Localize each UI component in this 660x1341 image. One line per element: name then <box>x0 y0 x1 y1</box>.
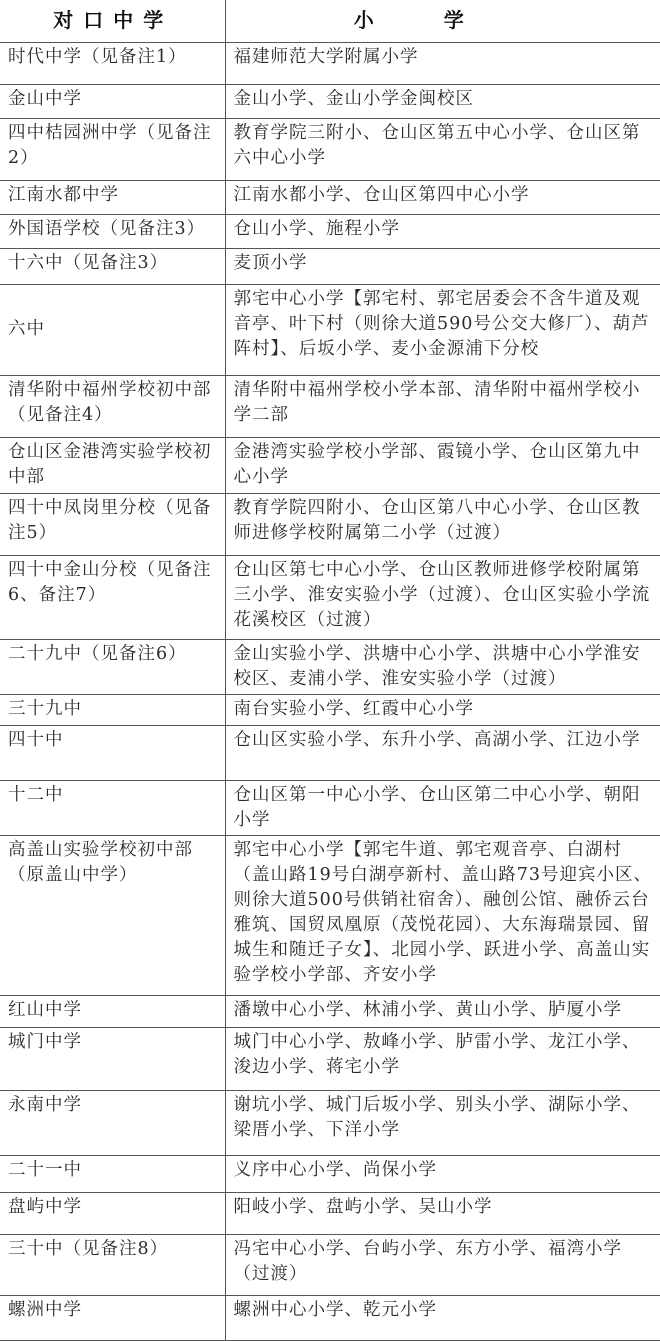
primary-schools-cell: 谢坑小学、城门后坂小学、别头小学、湖际小学、梁厝小学、下洋小学 <box>225 1090 660 1155</box>
primary-schools-cell: 清华附中福州学校小学本部、清华附中福州学校小学二部 <box>225 375 660 437</box>
table-row <box>0 180 660 214</box>
table-row <box>0 1155 660 1192</box>
table-row <box>0 493 660 555</box>
table-row <box>0 639 660 694</box>
primary-schools-cell: 郭宅中心小学【郭宅牛道、郭宅观音亭、白湖村（盖山路19号白湖亭新村、盖山路73号迎宾小区、则徐大道500号供销社宿舍）、融创公馆、融侨云台雅筑、国贸凤凰原（茂悦花园）、大东海瑞景园、留城生和随迁子女】、北园小学、跃进小学、高盖山实验学校小学部、齐安小学 <box>225 835 660 995</box>
table-row <box>0 1090 660 1155</box>
middle-school-cell: 金山中学 <box>0 84 225 118</box>
primary-schools-cell: 阳岐小学、盘屿小学、吴山小学 <box>225 1192 660 1234</box>
primary-schools-cell: 仓山小学、施程小学 <box>225 214 660 248</box>
table-row <box>0 214 660 248</box>
middle-school-cell: 三十中（见备注8） <box>0 1234 225 1295</box>
primary-schools-cell: 潘墩中心小学、林浦小学、黄山小学、胪厦小学 <box>225 995 660 1027</box>
table-row <box>0 248 660 284</box>
middle-school-cell: 江南水都中学 <box>0 180 225 214</box>
middle-school-cell: 红山中学 <box>0 995 225 1027</box>
primary-schools-cell: 城门中心小学、敖峰小学、胪雷小学、龙江小学、浚边小学、蒋宅小学 <box>225 1027 660 1090</box>
primary-schools-cell: 教育学院四附小、仓山区第八中心小学、仓山区教师进修学校附属第二小学（过渡） <box>225 493 660 555</box>
primary-schools-cell: 郭宅中心小学【郭宅村、郭宅居委会不含牛道及观音亭、叶下村（则徐大道590号公交大修厂）、葫芦阵村】、后坂小学、麦小金源浦下分校 <box>225 284 660 375</box>
middle-school-cell: 外国语学校（见备注3） <box>0 214 225 248</box>
table-row <box>0 84 660 118</box>
table-row <box>0 284 660 375</box>
primary-schools-cell: 南台实验小学、红霞中心小学 <box>225 694 660 725</box>
table-row <box>0 1027 660 1090</box>
table-row <box>0 1295 660 1340</box>
middle-school-cell: 四中桔园洲中学（见备注2） <box>0 118 225 180</box>
middle-school-cell: 三十九中 <box>0 694 225 725</box>
table-row <box>0 835 660 995</box>
header-primary-school: 小学 <box>225 0 660 42</box>
table-row <box>0 118 660 180</box>
primary-schools-cell: 金港湾实验学校小学部、霞镜小学、仓山区第九中心小学 <box>225 437 660 493</box>
table-row <box>0 725 660 780</box>
primary-schools-cell: 螺洲中心小学、乾元小学 <box>225 1295 660 1340</box>
primary-schools-cell: 教育学院三附小、仓山区第五中心小学、仓山区第六中心小学 <box>225 118 660 180</box>
table-row <box>0 375 660 437</box>
middle-school-cell: 二十一中 <box>0 1155 225 1192</box>
table-body <box>0 42 660 1340</box>
middle-school-cell: 四十中凤岗里分校（见备注5） <box>0 493 225 555</box>
middle-school-cell: 高盖山实验学校初中部（原盖山中学） <box>0 835 225 995</box>
table-row <box>0 780 660 835</box>
middle-school-cell: 螺洲中学 <box>0 1295 225 1340</box>
middle-school-cell: 城门中学 <box>0 1027 225 1090</box>
middle-school-cell: 清华附中福州学校初中部（见备注4） <box>0 375 225 437</box>
primary-schools-cell: 仓山区第一中心小学、仓山区第二中心小学、朝阳小学 <box>225 780 660 835</box>
middle-school-cell: 盘屿中学 <box>0 1192 225 1234</box>
middle-school-cell: 四十中金山分校（见备注6、备注7） <box>0 555 225 639</box>
primary-schools-cell: 麦顶小学 <box>225 248 660 284</box>
primary-schools-cell: 仓山区第七中心小学、仓山区教师进修学校附属第三小学、淮安实验小学（过渡）、仓山区实验小学流花溪校区（过渡） <box>225 555 660 639</box>
middle-school-cell: 六中 <box>0 284 225 375</box>
middle-school-cell: 四十中 <box>0 725 225 780</box>
primary-schools-cell: 金山小学、金山小学金闽校区 <box>225 84 660 118</box>
middle-school-cell: 时代中学（见备注1） <box>0 42 225 84</box>
header-middle-school: 对口中学 <box>0 0 225 42</box>
table-row <box>0 1234 660 1295</box>
primary-schools-cell: 福建师范大学附属小学 <box>225 42 660 84</box>
primary-schools-cell: 江南水都小学、仓山区第四中心小学 <box>225 180 660 214</box>
header-row <box>0 0 660 42</box>
middle-school-cell: 二十九中（见备注6） <box>0 639 225 694</box>
primary-schools-cell: 金山实验小学、洪塘中心小学、洪塘中心小学淮安校区、麦浦小学、淮安实验小学（过渡） <box>225 639 660 694</box>
table-row <box>0 694 660 725</box>
table-row <box>0 1192 660 1234</box>
primary-schools-cell: 冯宅中心小学、台屿小学、东方小学、福湾小学（过渡） <box>225 1234 660 1295</box>
middle-school-cell: 十二中 <box>0 780 225 835</box>
table-row <box>0 555 660 639</box>
middle-school-cell: 十六中（见备注3） <box>0 248 225 284</box>
middle-school-cell: 永南中学 <box>0 1090 225 1155</box>
middle-school-cell: 仓山区金港湾实验学校初中部 <box>0 437 225 493</box>
table-row <box>0 437 660 493</box>
primary-schools-cell: 义序中心小学、尚保小学 <box>225 1155 660 1192</box>
primary-schools-cell: 仓山区实验小学、东升小学、高湖小学、江边小学 <box>225 725 660 780</box>
table-row <box>0 995 660 1027</box>
table-row <box>0 42 660 84</box>
